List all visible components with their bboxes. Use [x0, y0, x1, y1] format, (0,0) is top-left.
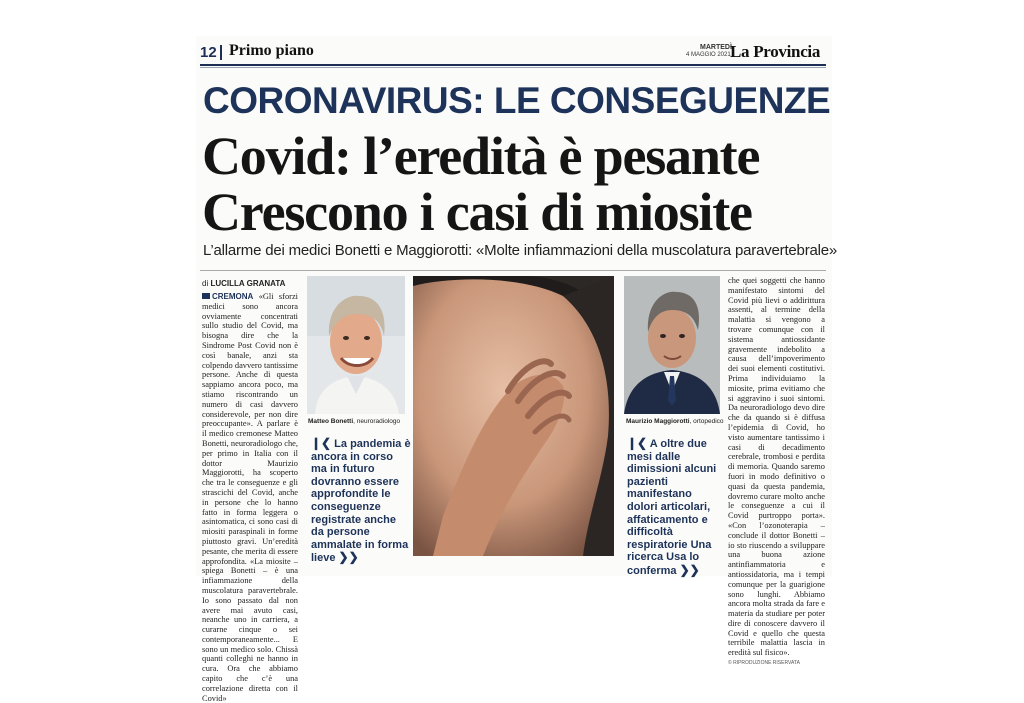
quote-close-icon: ❯❯ — [338, 550, 359, 565]
pull-quote-right — [627, 437, 725, 578]
pull-quote-left-text: La pandemia è ancora in corso ma in futuro dovranno essere approfondite le conseguenze registrate anche da persone ammalate in forma lieve — [311, 438, 411, 565]
issue-weekday: MARTEDÌ — [700, 44, 732, 51]
quote-open-icon: ❙❮ — [627, 436, 648, 450]
photo-caption-maggiorotti — [626, 418, 724, 425]
issue-date: 4 MAGGIO 2021 — [686, 52, 731, 58]
photo-caption-bonetti — [308, 418, 400, 425]
shoulder-pain-image — [413, 276, 614, 556]
dateline: CREMONA — [212, 292, 254, 301]
article-subtitle: L’allarme dei medici Bonetti e Maggiorotti: «Molte infiammazioni della muscolatura paravertebrale» — [203, 242, 838, 259]
photo-shoulder-pain — [413, 276, 614, 556]
photo-matteo-bonetti — [307, 276, 405, 414]
byline-prefix: di — [202, 279, 209, 288]
page-number: 12 — [200, 44, 217, 61]
article-kicker: CORONAVIRUS: LE CONSEGUENZE — [203, 80, 831, 121]
photo-maurizio-maggiorotti — [624, 276, 720, 414]
newspaper-logo: La Provincia — [730, 42, 821, 61]
header-rule-thin — [200, 67, 826, 68]
reproduction-note: © RIPRODUZIONE RISERVATA — [728, 660, 800, 667]
byline-author: LUCILLA GRANATA — [210, 279, 286, 288]
caption-role-bonetti: , neuroradiologo — [353, 418, 401, 425]
caption-name-maggiorotti: Maurizio Maggiorotti — [626, 418, 690, 425]
section-title: Primo piano — [229, 42, 314, 59]
headline-line-2: Crescono i casi di miosite — [202, 182, 752, 242]
article-column-left — [202, 292, 298, 703]
article-column-right — [728, 276, 825, 667]
portrait-maggiorotti-image — [624, 276, 720, 414]
portrait-bonetti-image — [307, 276, 405, 414]
column-left-paragraph — [202, 292, 298, 703]
column-left-text: «Gli sforzi medici sono ancora ovviamente concentrati sullo studio del Covid, ma bisogna dire che la Sindrome Post Covid non è così banale, anzi sta colpendo davvero tantissime persone. Anche di questa sappiamo ancora poco, ma stiamo riscontrando un numero di casi davvero considerevole, per non dire preoccupante». A parlare è il medico cremonese Matteo Bonetti, neuroradiologo che, per primo in Italia con il dottor Maurizio Maggiorotti, ha scoperto che tra le conseguenze e gli strascichi del Covid, anche in persone che lo hanno fatto in forma leggera o asintomatica, ci sono casi di miositi paraspinali in forme piuttosto gravi. Un’eredità pesante, che merita di essere approfondita. «La miosite – spiega Bonetti – è una infiammazione della muscolatura paravertebrale. Io sono passato dal non avere mai avuto casi, neanche uno in carriera, a curarne cinque o sei contemporaneamente... E sono un medico solo. Chissà quanti colleghi ne hanno in cura. Ora che abbiamo capito che c’è una correlazione diretta con il Covid» — [202, 292, 298, 703]
pull-quote-right-text: A oltre due mesi dalle dimissioni alcuni pazienti manifestano dolori articolari, affaticamento e difficoltà respiratorie Una ricerca Usa lo conferma — [627, 438, 717, 577]
dateline-marker-icon — [202, 293, 210, 299]
body-divider — [200, 270, 826, 271]
caption-role-maggiorotti: , ortopedico — [689, 418, 724, 425]
byline — [202, 279, 285, 288]
pull-quote-left — [311, 437, 411, 565]
quote-close-icon: ❯❯ — [679, 562, 700, 577]
caption-name-bonetti: Matteo Bonetti — [308, 418, 354, 425]
header-rule — [200, 64, 826, 66]
quote-open-icon: ❙❮ — [311, 436, 332, 450]
headline-line-1: Covid: l’eredità è pesante — [202, 126, 760, 186]
column-right-text: che quei soggetti che hanno manifestato sintomi del Covid più lievi o addirittura assenti, al termine della malattia si vengono a trovare comunque con il sistema antiossidante gravemente indebolito a causa dell’impoverimento dei suoi elementi costitutivi. Prima individuiamo la miosite, prima evitiamo che si aggravino i suoi sintomi. Da neuroradiologo devo dire che da quando si è diffusa l’epidemia di Covid, ho visto aumentare tantissimo i casi di decadimento cerebrale, trombosi e perdita di memoria. Quando saremo fuori in modo definitivo o quasi da questa pandemia, dovremo curare molto anche le conseguenze a cui il Covid purtroppo porta». «Con l’ozonoterapia – conclude il dottor Bonetti – io sto riuscendo a sviluppare una buona azione antinfiammatoria e antiossidatoria, ma i tempi comunque per la guarigione sono lunghi. Abbiamo ancora molta strada da fare e materia da studiare per poter dire di conoscere davvero il Covid e quello che questa terribile malattia lascia in eredità sul fisico». — [728, 276, 825, 658]
header-separator — [220, 45, 222, 60]
